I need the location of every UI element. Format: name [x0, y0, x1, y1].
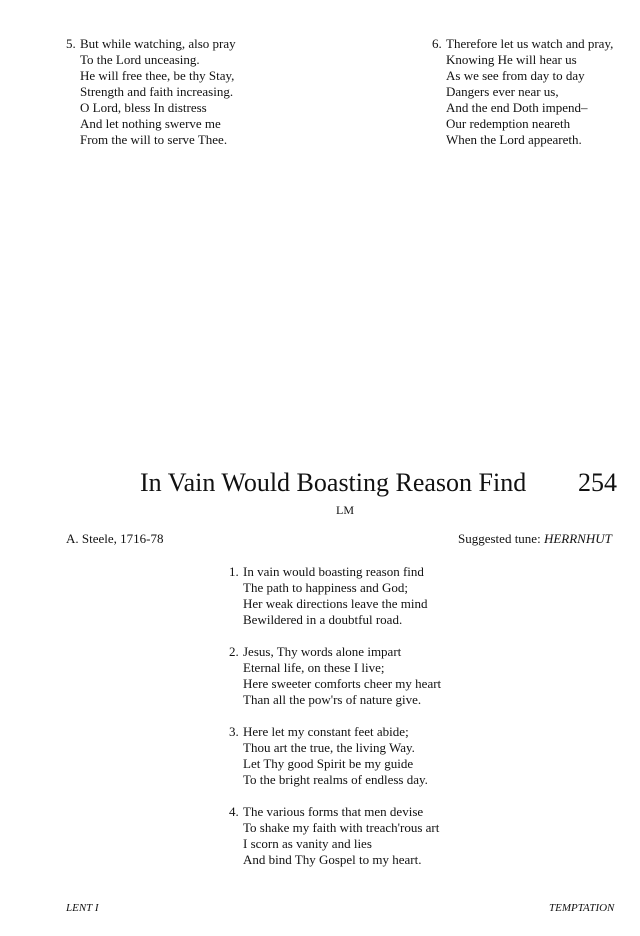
verse-body — [229, 644, 441, 708]
previous-hymn-stanza-6 — [432, 36, 613, 148]
hymn-verse-3 — [229, 724, 428, 788]
hymn-verse-1 — [229, 564, 427, 628]
verse-line: Than all the pow'rs of nature give. — [243, 692, 422, 707]
stanza-line-text: Therefore let us watch and pray, — [446, 36, 614, 51]
stanza-line: Our redemption neareth — [446, 116, 571, 131]
stanza-line: O Lord, bless In distress — [80, 100, 207, 115]
stanza-line: To the Lord unceasing. — [80, 52, 200, 67]
tune-label: Suggested tune: — [458, 531, 541, 546]
verse-line: Thou art the true, the living Way. — [243, 740, 415, 755]
verse-line: The path to happiness and God; — [243, 580, 408, 595]
footer-topic: TEMPTATION — [549, 902, 615, 914]
verse-number: 4. — [229, 804, 239, 819]
hymn-meter: LM — [336, 503, 354, 517]
verse-line — [229, 724, 428, 740]
stanza-line: Strength and faith increasing. — [80, 84, 234, 99]
verse-body — [229, 804, 439, 868]
verse-number: 1. — [229, 564, 239, 579]
stanza-line-text: But while watching, also pray — [80, 36, 236, 51]
stanza-line — [432, 36, 613, 52]
verse-number: 3. — [229, 724, 239, 739]
verse-line — [229, 804, 439, 820]
footer-season: LENT I — [66, 902, 99, 914]
verse-body — [229, 564, 427, 628]
verse-body — [229, 724, 428, 788]
stanza-line: And let nothing swerve me — [80, 116, 221, 131]
verse-line — [229, 644, 441, 660]
verse-line: To shake my faith with treach'rous art — [243, 820, 440, 835]
hymn-verse-2 — [229, 644, 441, 708]
stanza-number: 6. — [432, 36, 442, 51]
previous-hymn-stanza-5 — [66, 36, 236, 148]
hymn-author: A. Steele, 1716-78 — [66, 531, 164, 546]
stanza-line: Dangers ever near us, — [446, 84, 559, 99]
stanza-line: When the Lord appeareth. — [446, 132, 582, 147]
verse-line-text: In vain would boasting reason find — [243, 564, 424, 579]
verse-line: And bind Thy Gospel to my heart. — [243, 852, 422, 867]
tune-name: HERRNHUT — [543, 531, 612, 546]
stanza-line: He will free thee, be thy Stay, — [80, 68, 235, 83]
stanza-line: As we see from day to day — [446, 68, 585, 83]
verse-line-text: Here let my constant feet abide; — [243, 724, 409, 739]
stanza-line: Knowing He will hear us — [446, 52, 577, 67]
hymn-header — [0, 468, 640, 504]
verse-line: Eternal life, on these I live; — [243, 660, 385, 675]
verse-line-text: The various forms that men devise — [243, 804, 424, 819]
verse-line: I scorn as vanity and lies — [243, 836, 372, 851]
stanza-line: From the will to serve Thee. — [80, 132, 228, 147]
verse-number: 2. — [229, 644, 239, 659]
stanza-number: 5. — [66, 36, 76, 51]
verse-line: Her weak directions leave the mind — [243, 596, 428, 611]
hymn-number: 254 — [578, 468, 617, 497]
verse-line-text: Jesus, Thy words alone impart — [243, 644, 402, 659]
hymn-title: In Vain Would Boasting Reason Find — [140, 468, 527, 497]
verse-line: Here sweeter comforts cheer my heart — [243, 676, 442, 691]
verse-line — [229, 564, 427, 580]
verse-line: Let Thy good Spirit be my guide — [243, 756, 414, 771]
verse-line: Bewildered in a doubtful road. — [243, 612, 403, 627]
stanza-line: And the end Doth impend– — [446, 100, 588, 115]
verse-line: To the bright realms of endless day. — [243, 772, 428, 787]
stanza-line — [66, 36, 236, 52]
suggested-tune — [458, 531, 612, 547]
hymn-verse-4 — [229, 804, 439, 868]
